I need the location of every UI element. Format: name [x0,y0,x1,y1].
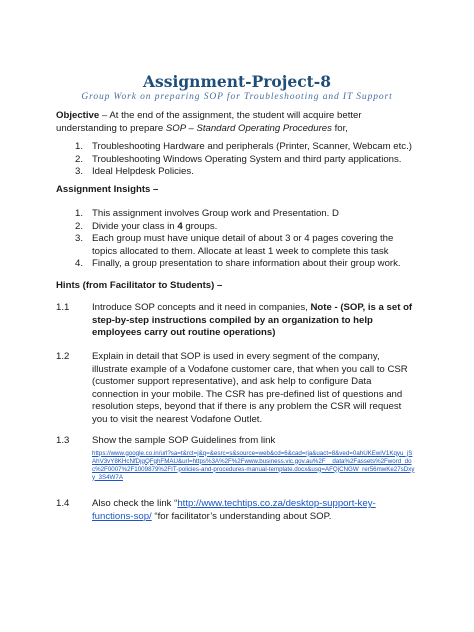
objective-text-1: – At the end of the assignment, the student will acquire better understanding to prepare [56,110,362,134]
insights-heading: Assignment Insights – [56,184,159,195]
objective-text-2: for, [331,122,348,134]
objective-label: Objective [56,110,100,121]
list-item: 2. Divide your class in 4 groups. [75,220,218,232]
objective-italic: SOP – Standard Operating Procedures [165,122,332,134]
objective-list [75,141,420,179]
page-subtitle: Group Work on preparing SOP for Troubleshooting and IT Support [81,92,393,102]
techtips-link[interactable]: http://www.techtips.co.za/desktop-support-key-functions-sop/ [92,498,376,522]
list-item: 4. Finally, a group presentation to share information about their group work. [75,258,401,269]
insights-list [75,208,420,271]
list-item: 1. Troubleshooting Hardware and peripherals (Printer, Scanner, Webcam etc.) [75,141,412,152]
hint-item: 1.2 Explain in detail that SOP is used in every segment of the company, illustrate example of a Vodafone customer care, that when you call to CSR (customer support representative), and ask help to configure Data connection in your mobile. The CSR has pre-defined list of questions and resolution steps, beyond that if there is any problem the CSR will request you to visit the nearest Vodafone Outlet. [56,351,408,425]
list-item: 3. Each group must have unique detail of about 3 or 4 pages covering the topics allocated to them. Allocate at least 1 week to complete this task [75,233,394,257]
objective-paragraph [56,110,416,135]
hints-heading: Hints (from Facilitator to Students) – [56,280,223,291]
list-item: 3. Ideal Helpdesk Policies. [75,166,194,177]
hint-item: 1.3 Show the sample SOP Guidelines from link https://www.google.co.in/url?sa=t&rct=j&q=&esrc=s&source=web&cd=6&cad=rja&uact=8&ved=0ahUKEwiV1Kqyu_jSAhV3vY8KHcNfDjgQFghFMAU&url=https%3A%2F%2Fwww.business.vic.gov.au%2F__data%2Fassets%2Fword_doc%2F0007%2F1009879%2FIT-policies-and-procedures-manual-template.docx&usg=AFQjCNGW_rer56mwKe27sDxyy_3S4W7A [56,435,415,481]
list-item: 2. Troubleshooting Windows Operating System and third party applications. [75,153,402,165]
list-item: 1. This assignment involves Group work and Presentation. D [75,208,339,219]
page-title: Assignment-Project-8 [142,72,332,91]
hint-item: 1.4 Also check the link “http://www.techtips.co.za/desktop-support-key-functions-sop/ “for facilitator’s understanding about SOP. [56,498,376,522]
sop-guidelines-link[interactable]: https://www.google.co.in/url?sa=t&rct=j&q=&esrc=s&source=web&cd=6&cad=rja&uact=8&ved=0ahUKEwiV1Kqyu_jSAhV3vY8KHcNfDjgQFghFMAU&url=https%3A%2F%2Fwww.business.vic.gov.au%2F__data%2Fassets%2Fword_doc%2F0007%2F1009879%2FIT-policies-and-procedures-manual-template.docx&usg=AFQjCNGW_rer56mwKe27sDxyy_3S4W7A [92,449,415,481]
hint-item: 1.1 Introduce SOP concepts and it need in companies, Note - (SOP, is a set of step-by-step instructions compiled by an organization to help employees carry out routine operations) [56,302,413,338]
